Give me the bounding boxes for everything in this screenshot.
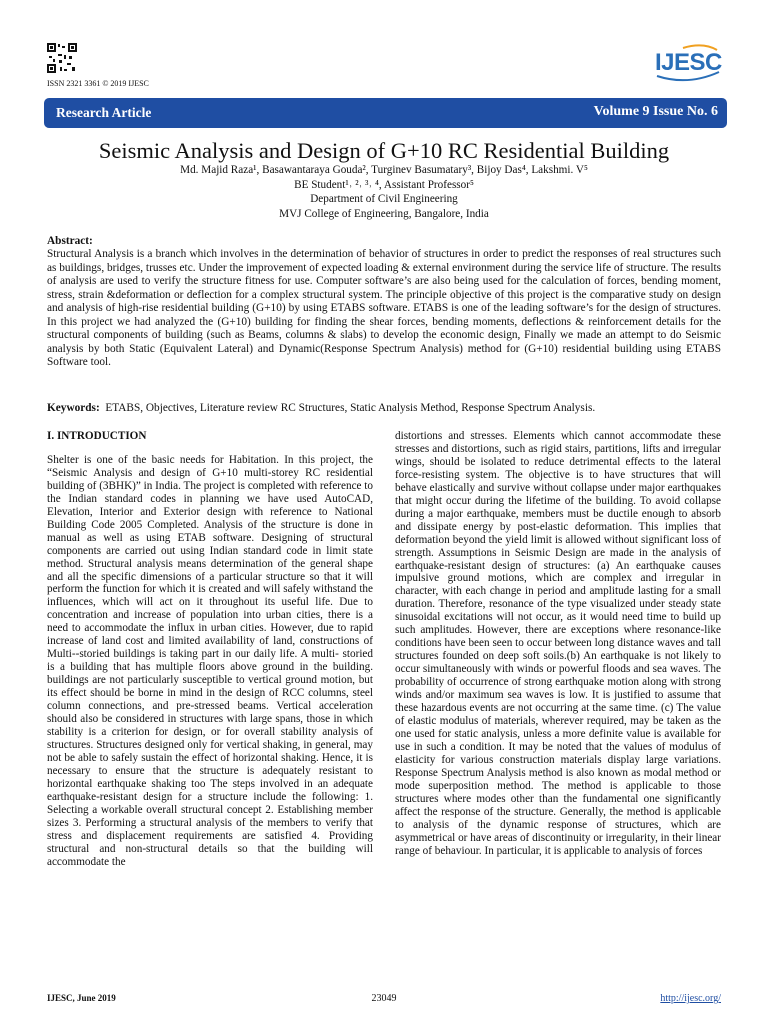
college: MVJ College of Engineering, Bangalore, India [279, 207, 489, 220]
left-column [47, 430, 373, 868]
author-block [0, 163, 768, 221]
keywords-text: ETABS, Objectives, Literature review RC Structures, Static Analysis Method, Response Spectrum Analysis. [105, 402, 596, 414]
keywords-section [47, 402, 721, 416]
volume-issue: Volume 9 Issue No. 6 [593, 104, 718, 119]
abstract-text: Structural Analysis is a branch which involves in the determination of behavior of structures in order to predict the responses of real structures such as buildings, bridges, trusses etc. Under the improvement of expected loading & external environment during the service life of structure. The results of analysis are used to verify the structure fitness for use. Computer software’s are also being used for the calculation of forces, bending moment, stress, strain &deformation or deflection for a complex structural system. The principle objective of this project is the comparative study on design and analysis of high-rise residential building (G+10) by using ETABS software. ETABS is one of the leading software’s for the design of structures. In this project we had analyzed the (G+10) building for finding the shear forces, bending moments, deflections & reinforcement details for the structural components of building (such as Beams, columns & slabs) to develop the economic design, Finally we made an attempt to do Seismic analysis by both Static (Equivalent Lateral) and Dynamic(Response Spectrum Analysis) method for (G+10) residential building using ETABS Software tool. [47, 248, 721, 369]
journal-logo-text: IJESC [655, 49, 722, 76]
abstract-section [47, 235, 721, 370]
footer-url-link[interactable]: http://ijesc.org/ [660, 993, 721, 1004]
issn-copyright: ISSN 2321 3361 © 2019 IJESC [47, 79, 149, 88]
keywords-label: Keywords: [47, 402, 100, 414]
article-type: Research Article [56, 105, 152, 120]
abstract-label: Abstract: [47, 235, 93, 247]
qr-code-icon [47, 43, 77, 73]
footer-journal-date: IJESC, June 2019 [47, 993, 116, 1003]
section-heading: I. INTRODUCTION [47, 430, 147, 442]
footer-page-number: 23049 [371, 993, 397, 1004]
right-column [395, 430, 721, 857]
intro-right-text: distortions and stresses. Elements which cannot accommodate these stresses and distortions, such as rigid stairs, partitions, lifts and irregular wings, should be isolated to reduce detrimental effects to the lateral force-resisting system. The objective is to have structures that will behave elastically and survive without collapse under major earthquakes that might occur during the lifetime of the building. To avoid collapse during a major earthquake, members must be ductile enough to absorb and dissipate energy by post-elastic deformation. This implies that deformation beyond the yield limit is allowed without significant loss of strength. Assumptions in Seismic Design are made in the analysis of earthquake-resistant design of structures: (a) An earthquake causes impulsive ground motions, which are complex and irregular in character, with each change in period and amplitude lasting for a small duration. Therefore, resonance of the type visualized under steady state sinusoidal excitations will not occur, as it would need time to build up such amplitudes. However, there are exceptions where resonance-like conditions have been seen to occur between long distance waves and tall structures founded on deep soft soils.(b) An earthquake is not likely to occur simultaneously with winds or powerful floods and sea waves. The probability of occurrence of strong earthquake motion along with strong winds and/or maximum sea waves is low. It is justified to assume that these hazardous events are not occurring at the same time. (c) The value of elastic modulus of materials, wherever required, may be taken as the one used for static analysis, unless a more definite value is available for use in such a condition. It may be noted that the values of modulus of elasticity for various construction materials display large variations. Response Spectrum Analysis method is also known as modal method or mode superposition method. The method is applicable to those structures where modes other than the fundamental one significantly affect the response of the structure. Generally, the method is applicable to analysis of the dynamic response of structures, which are asymmetrical or have areas of discontinuity or irregularity, in their linear range of behaviour. In particular, it is applicable to analysis of forces [395, 430, 721, 857]
authors-line: Md. Majid Raza¹, Basawantaraya Gouda², Turginev Basumatary³, Bijoy Das⁴, Lakshmi. V⁵ [180, 164, 588, 176]
roles-line: BE Student¹˒ ²˒ ³˒ ⁴, Assistant Professor⁵ [294, 178, 474, 191]
intro-left-text: Shelter is one of the basic needs for Habitation. In this project, the “Seismic Analysis and design of G+10 multi-storey RC residential building of (3BHK)” in India. The project is completed with reference to the Indian standard codes in planning we have used AutoCAD, Elevation, Interior and Exterior design with reference to National Building Code 2005 Completed. Analysis of the structure is done in manual as well as using ETAB software. Designing of structural components are carried out using Indian standard code in limit state method. Structural analysis means determination of the general shape and all the specific dimensions of a particular structure so that it will perform the function for which it is created and will safely withstand the influences, which will act on it throughout its useful life. Due to concentration and increase of population into urban cities, there is a need to accommodate the influx in urban cities. However, due to rapid increase of land cost and limited availability of land, constructions of Multi--storied buildings is taking part in our daily life. A multi- storied is a building that has multiple floors above ground in the building. buildings are not particularly susceptible to vertical ground motion, but its effect should be borne in mind in the design of RCC columns, steel column connections, and pre-stressed beams. Vertical acceleration should also be considered in structures with large spans, those in which stability is a criterion for design, or for overall stability analysis of structures. Structures designed only for vertical shaking, in general, may not be able to safely sustain the effect of horizontal shaking. Hence, it is necessary to ensure that the structure is adequately resistant to horizontal earthquake shaking too The steps involved in an adequate earthquake-resistant design for a structure include the following: 1. Selecting a workable overall structural concept 2. Establishing member sizes 3. Performing a structural analysis of the members to verify that stress and displacement requirements are satisfied 4. Providing structural and non-structural details so that the building will accommodate the [47, 453, 373, 868]
article-banner [44, 98, 727, 128]
department: Department of Civil Engineering [310, 193, 458, 205]
paper-title: Seismic Analysis and Design of G+10 RC Residential Building [98, 138, 670, 163]
